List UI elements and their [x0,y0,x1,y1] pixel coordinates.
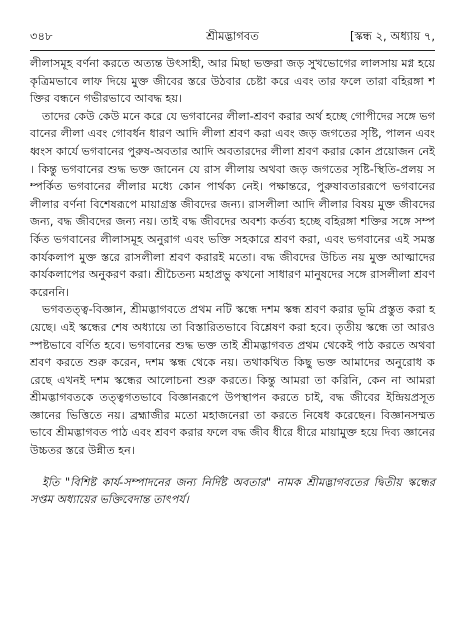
chapter-closing-note: ইতি "বিশিষ্ট কার্য-সম্পাদনের জন্য নির্দিষ্ট অবতার" নামক শ্রীমদ্ভাগবতের দ্বিতীয় স্কন্ধের সপ্তম অধ্যায়ের ভক্তিবেদান্ত তাৎপর্য। [30,475,435,507]
paragraph: তাদের কেউ কেউ মনে করে যে ভগবানের লীলা-শ্রবণ করার অর্থ হচ্ছে গোপীদের সঙ্গে ভগবানের লীলা এবং গোবর্ধন ধারণ আদি লীলা শ্রবণ করা এবং জড় জগতের সৃষ্টি, পালন এবং ধ্বংস কার্যে ভগবানের পুরুষ-অবতার আদি অবতারদের লীলা শ্রবণ করার কোন প্রয়োজন নেই। কিন্তু ভগবানের শুদ্ধ ভক্ত জানেন যে রাস লীলায় অথবা জড় জগতের সৃষ্টি-স্থিতি-প্রলয় সম্পর্কিত ভগবানের লীলার মধ্যে কোন পার্থক্য নেই। পক্ষান্তরে, পুরুষাবতাররূপে ভগবানের লীলার বর্ণনা বিশেষরূপে মায়াগ্রস্ত জীবদের জন্য। রাসলীলা আদি লীলার বিষয় মুক্ত জীবদের জন্য, বদ্ধ জীবদের জন্য নয়। তাই বদ্ধ জীবদের অবশ্য কর্তব্য হচ্ছে বহিরঙ্গা শক্তির সঙ্গে সম্পর্কিত ভগবানের লীলাসমূহ অনুরাগ এবং ভক্তি সহকারে শ্রবণ করা, এবং ভগবানের এই সমস্ত কার্যকলাপ মুক্ত স্তরে রাসলীলা শ্রবণ করারই মতো। বদ্ধ জীবদের উচিত নয় মুক্ত আত্মাদের কার্যকলাপের অনুকরণ করা। শ্রীচৈতন্য মহাপ্রভু কখনো সাধারণ মানুষদের সঙ্গে রাসলীলা শ্রবণ করেননি। [30,109,435,299]
book-title: শ্রীমদ্ভাগবত [206,29,259,43]
page-header [30,26,435,51]
page-number: ৩৪৮ [30,29,53,43]
paragraph-continued: লীলাসমূহ বর্ণনা করতে অত্যন্ত উৎসাহী, আর মিছা ভক্তরা জড় সুখভোগের লালসায় মগ্ন হয়ে কৃত্রিমভাবে লাফ দিয়ে মুক্ত জীবের স্তরে উঠবার চেষ্টা করে এবং তার ফলে তারা বহিরঙ্গা শক্তির বন্ধনে গভীরভাবে আবদ্ধ হয়। [30,57,435,106]
paragraph: ভগবতত্ত্ব-বিজ্ঞান, শ্রীমদ্ভাগবতে প্রথম নটি স্কন্ধে দশম স্কন্ধ শ্রবণ করার ভূমি প্রস্তুত করা হয়েছে। এই স্কন্ধের শেষ অধ্যায়ে তা বিস্তারিতভাবে বিশ্লেষণ করা হবে। তৃতীয় স্কন্ধে তা আরও স্পষ্টভাবে বর্ণিত হবে। ভগবানের শুদ্ধ ভক্ত তাই শ্রীমদ্ভাগবত প্রথম থেকেই পাঠ করতে অথবা শ্রবণ করতে শুরু করেন, দশম স্কন্ধ থেকে নয়। তথাকথিত কিছু ভক্ত আমাদের অনুরোধ করেছে এখনই দশম স্কন্ধের আলোচনা শুরু করতে। কিন্তু আমরা তা করিনি, কেন না আমরা শ্রীমদ্ভাগবতকে তত্ত্বগতভাবে বিজ্ঞানরূপে উপস্থাপন করতে চাই, বদ্ধ জীবের ইন্দ্রিয়প্রসূত জ্ঞানের ভিত্তিতে নয়। ব্রহ্মাজীর মতো মহাজনেরা তা করতে নিষেধ করেছেন। বিজ্ঞানসম্মতভাবে শ্রীমদ্ভাগবত পাঠ এবং শ্রবণ করার ফলে বদ্ধ জীব ধীরে ধীরে মায়ামুক্ত হয়ে দিব্য জ্ঞানের উচ্চতর স্তরে উন্নীত হন। [30,303,435,458]
section-reference: [স্কন্ধ ২, অধ্যায় ৭, [350,29,435,43]
page-body [30,55,435,460]
